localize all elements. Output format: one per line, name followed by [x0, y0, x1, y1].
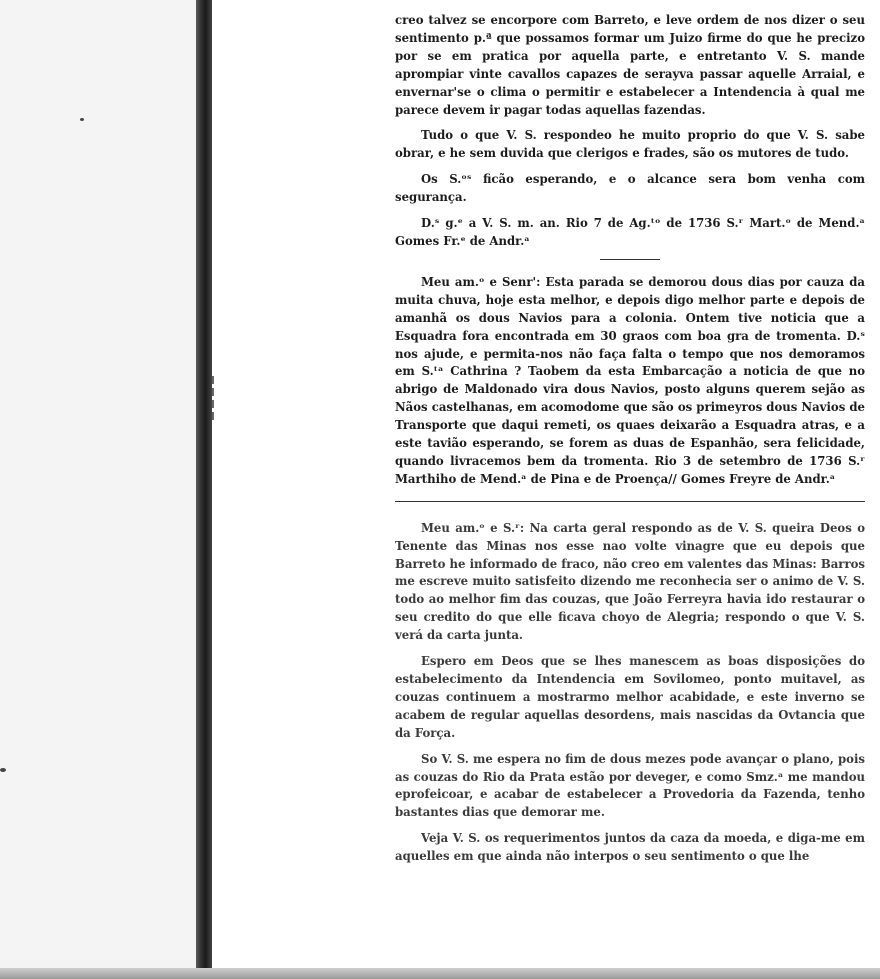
tick-mark — [212, 400, 214, 408]
page-bottom-edge — [0, 968, 880, 979]
tick-mark — [212, 376, 214, 384]
letter-section-3 — [395, 520, 865, 866]
paragraph: Meu am.ᵒ e Senr': Esta parada se demorou dous dias por cauza da muita chuva, hoje esta melhor, e depois digo melhor parte e depois de amanhã os dous Navios para a colonia. Ontem tive noticia que a Esquadra fora encontrada em 30 graos com boa gra de tromenta. D.ˢ nos ajude, e permita-nos não faça falta o tempo que nos demoramos em S.ᵗᵃ Cathrina ? Taobem da esta Embarcação a noticia de que no abrigo de Maldonado vira dous Navios, posto alguns querem sejão as Nãos castelhanas, em acomodome que são os primeyros dous Navios de Transporte que daqui remeti, os quaes deixarão a Esquadra atras, e a este tavião esperando, se forem as duas de Espanhão, sera felicidade, quando livracemos bem da tromenta. Rio 3 de setembro de 1736 S.ʳ Marthiho de Mend.ᵃ de Pina e de Proença// Gomes Freyre de Andr.ᵃ — [395, 274, 865, 486]
paragraph: Espero em Deos que se lhes manescem as boas disposições do estabelecimento da Intendencia em Sovilomeo, ponto muitavel, as couzas continuem a mostrarmo melhor acabidade, e este inverno se acabem de regular aquellas desordens, mais nascidas da Ovtancia que da Força. — [395, 654, 865, 740]
paragraph: Veja V. S. os requerimentos juntos da caza da moeda, e diga-me em aquelles em que ainda não interpos o seu sentimento o que lhe — [395, 831, 865, 864]
tick-mark — [212, 388, 214, 396]
paragraph: creo talvez se encorpore com Barreto, e leve ordem de nos dizer o seu sentimento p.ª que possamos formar um Juizo firme do que he precizo por se em pratica por aquella parte, e entretanto V. S. mande aprompiar vinte cavallos capazes de serayva passar aquelle Arraial, e envernar'se o clima o permitir e estabelecer a Intendencia à qual me parece devem ir pagar todas aquellas fazendas. — [395, 13, 865, 117]
ink-speck — [80, 118, 84, 121]
paragraph: Os S.ᵒˢ ficão esperando, e o alcance sera bom venha com segurança. — [395, 172, 865, 205]
margin-ticks — [208, 372, 218, 432]
section-divider — [600, 259, 660, 260]
signature-line: D.ˢ g.ᵉ a V. S. m. an. Rio 7 de Ag.ᵗᵒ de 1736 S.ʳ Mart.ᵒ de Mend.ᵃ Gomes Fr.ᵉ de Andr.ᵃ — [395, 216, 865, 248]
paragraph: So V. S. me espera no fim de dous mezes pode avançar o plano, pois as couzas do Rio da Prata estão por deveger, e como Smz.ᵃ me mandou eprofeicoar, e acabar de estabelecer a Provedoria da Fazenda, tenho bastantes dias que demorar me. — [395, 751, 865, 820]
document-text-column — [395, 12, 865, 874]
left-page-margin — [0, 0, 196, 979]
tick-mark — [212, 412, 214, 420]
section-rule — [395, 501, 865, 502]
letter-section-1 — [395, 12, 865, 251]
paragraph: Meu am.ᵒ e S.ʳ: Na carta geral respondo as de V. S. queira Deos o Tenente das Minas nos esse nao volte vinagre que eu depois que Barreto he informado de fraco, não creo em valentes das Minas: Barros me escreve muito satisfeito dizendo me reconhecia ser o animo de V. S. todo ao melhor fim das couzas, que João Ferreyra havia ido restaurar o seu credito do que elle ficava choyo de Alegria; respondo o que V. S. verá da carta junta. — [395, 520, 865, 643]
paragraph: Tudo o que V. S. respondeo he muito proprio do que V. S. sabe obrar, e he sem duvida que clerigos e frades, são os mutores de tudo. — [395, 128, 865, 161]
letter-section-2 — [395, 274, 865, 489]
ink-speck — [0, 768, 6, 772]
book-spine — [196, 0, 212, 979]
